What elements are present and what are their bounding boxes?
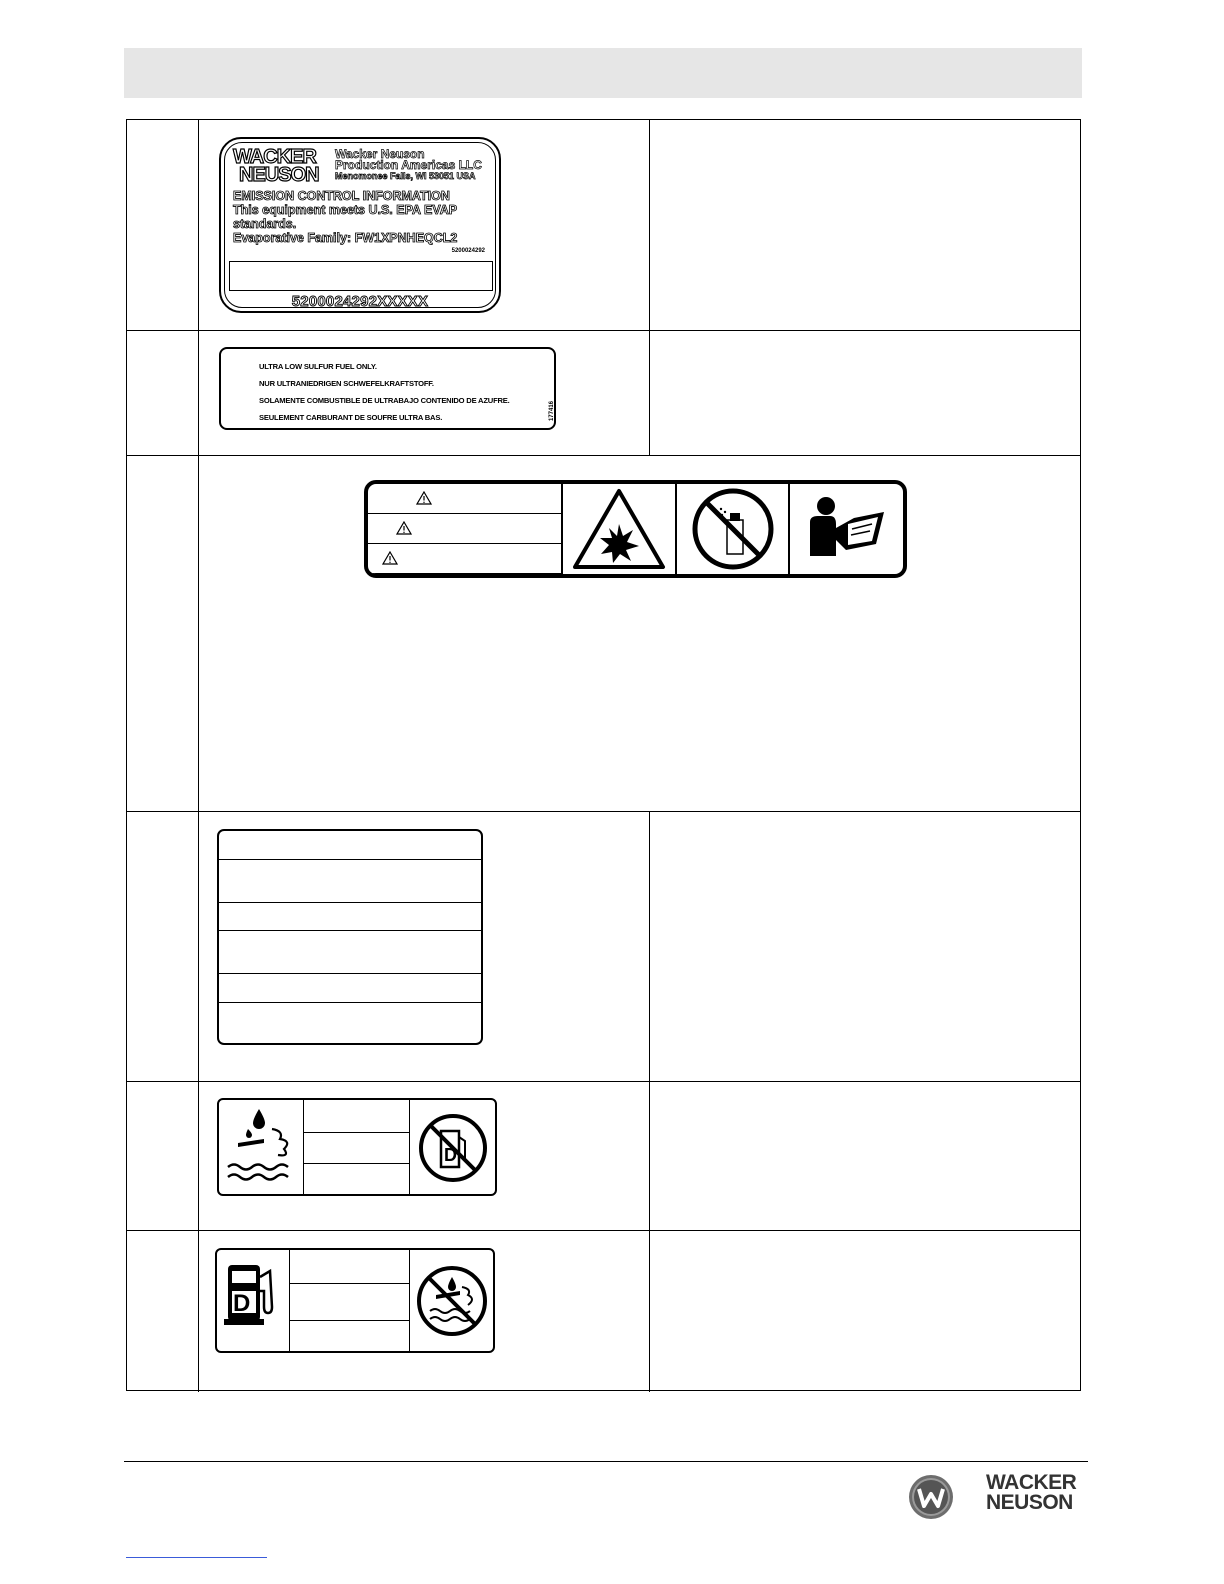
description-cell	[650, 1082, 1080, 1230]
footer-brand-name: WACKER NEUSON	[986, 1471, 1077, 1514]
ref-cell	[127, 812, 199, 1081]
decal-table	[126, 119, 1081, 1391]
company-info: Wacker Neuson Production Americas LLC Menomonee Falls, WI 53051 USA	[335, 147, 482, 181]
no-starting-fluid-icon	[677, 484, 789, 574]
emission-serial: 5200024292XXXXX	[291, 293, 429, 310]
ref-cell	[127, 1231, 199, 1392]
emission-text: EMISSION CONTROL INFORMATION This equipment meets U.S. EPA EVAP standards. Evaporative Family: FW1XPNHEQCL2	[233, 189, 458, 245]
image-cell	[199, 456, 1081, 811]
table-row	[127, 331, 1080, 456]
page-header-bar	[124, 48, 1082, 98]
fuel-line-de: NUR ULTRANIEDRIGEN SCHWEFELKRAFTSTOFF.	[259, 379, 434, 388]
table-row	[127, 1082, 1080, 1231]
image-cell	[199, 812, 650, 1081]
emission-blank-box	[229, 261, 493, 291]
description-cell	[650, 1231, 1080, 1392]
ref-cell	[127, 1082, 199, 1230]
wacker-neuson-w-icon	[908, 1474, 954, 1520]
fuel-label-decal	[219, 347, 556, 430]
image-cell	[199, 120, 650, 330]
fluid-water-hazard-icon	[220, 1101, 302, 1195]
ether-warning-decal	[364, 480, 907, 578]
description-cell	[650, 812, 1080, 1081]
table-row	[127, 1231, 1080, 1392]
description-cell	[650, 120, 1080, 330]
emission-label-decal	[219, 137, 501, 313]
table-label-decal	[217, 829, 483, 1045]
fuel-line-es: SOLAMENTE COMBUSTIBLE DE ULTRABAJO CONTENIDO DE AZUFRE.	[259, 396, 510, 405]
warning-triangle-icon	[396, 521, 412, 535]
wacker-neuson-logo: WACKER NEUSON	[233, 146, 319, 186]
footer-link-underline	[126, 1557, 267, 1558]
image-cell	[199, 331, 650, 455]
diesel-pump-icon	[218, 1251, 288, 1351]
ref-cell	[127, 331, 199, 455]
footer-brand-logo	[908, 1473, 1090, 1519]
no-diesel-icon	[410, 1101, 496, 1195]
diesel-fuel-decal	[215, 1248, 495, 1353]
warning-triangle-icon	[382, 551, 398, 565]
emission-small-code: 5200024292	[451, 248, 485, 254]
warning-triangle-icon	[416, 491, 432, 505]
table-row	[127, 812, 1080, 1082]
table-row	[127, 456, 1080, 812]
svg-text:D: D	[233, 1290, 251, 1317]
description-cell	[650, 331, 1080, 455]
table-row	[127, 120, 1080, 331]
svg-text:D: D	[444, 1145, 457, 1165]
fuel-line-fr: SEULEMENT CARBURANT DE SOUFRE ULTRA BAS.	[259, 413, 443, 422]
fuel-label-code: 177416	[549, 401, 555, 422]
ref-cell	[127, 120, 199, 330]
read-manual-icon	[790, 484, 907, 574]
fuel-line-en: ULTRA LOW SULFUR FUEL ONLY.	[259, 362, 377, 371]
explosion-hazard-icon	[563, 484, 675, 574]
footer-rule	[124, 1461, 1088, 1462]
no-fluid-water-icon	[410, 1251, 495, 1351]
fluid-hazard-decal	[217, 1098, 497, 1196]
image-cell	[199, 1082, 650, 1230]
ref-cell	[127, 456, 199, 811]
image-cell	[199, 1231, 650, 1392]
